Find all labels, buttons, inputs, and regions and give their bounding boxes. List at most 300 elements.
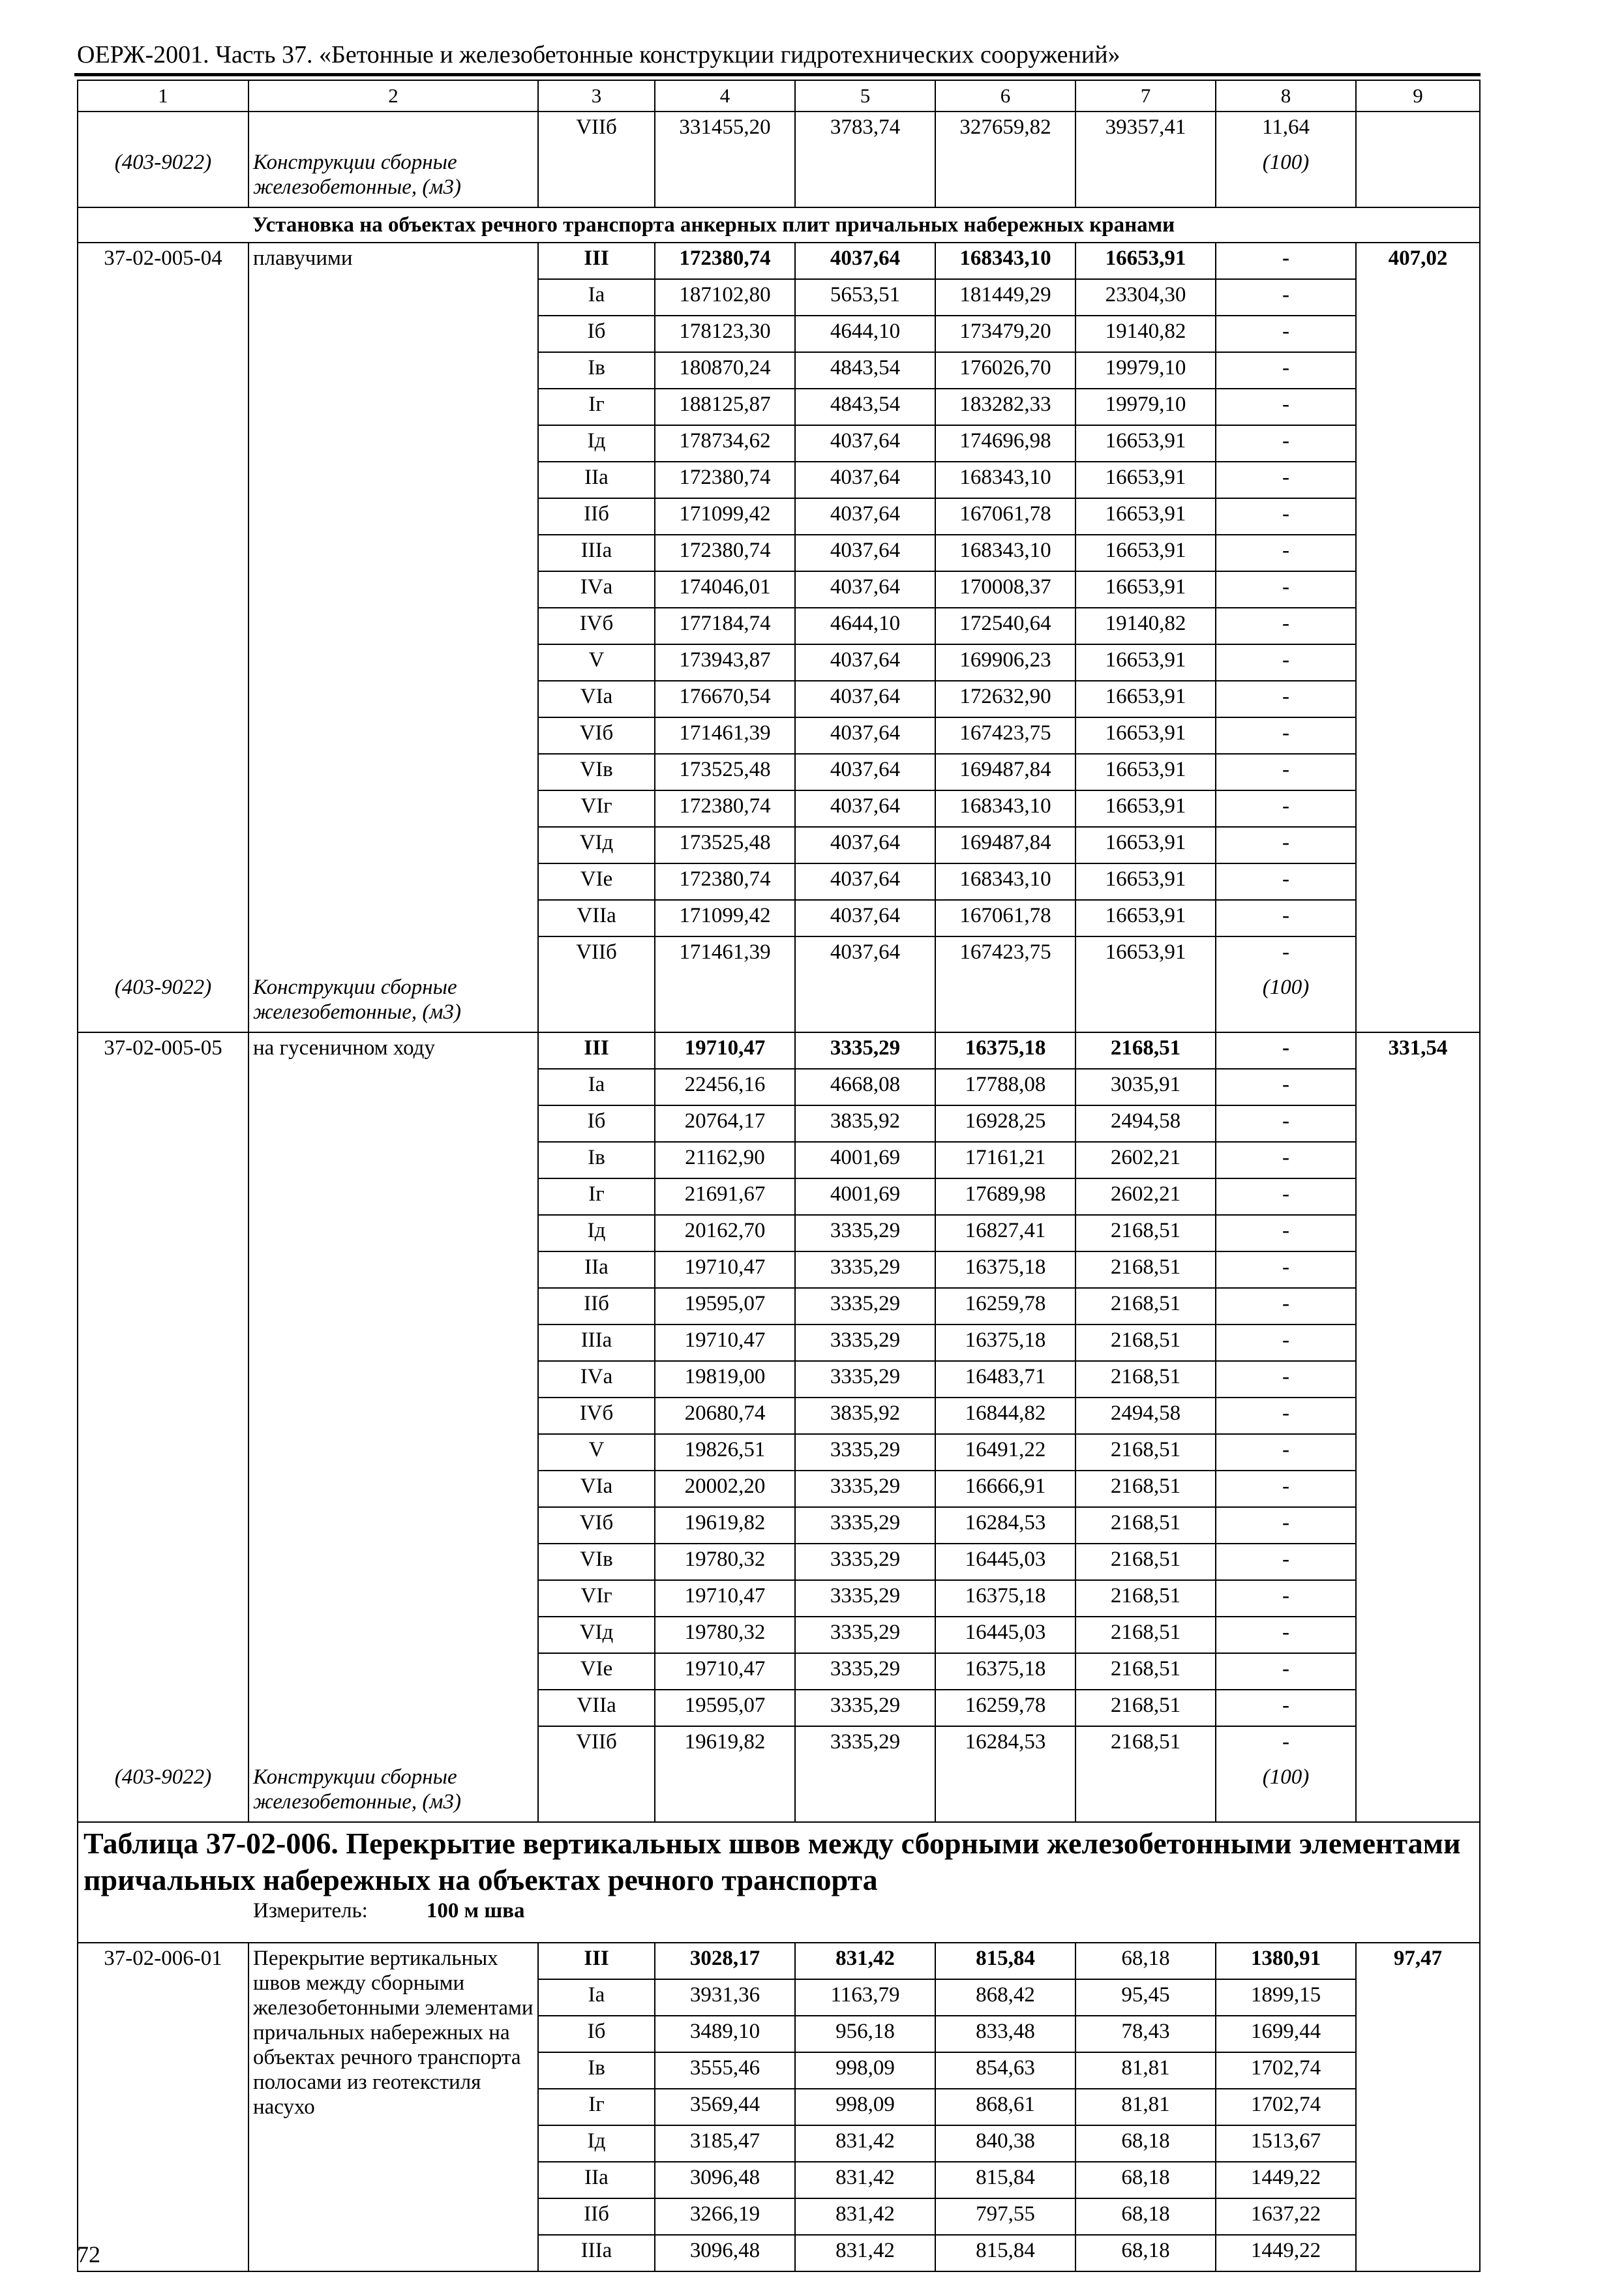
zone-cell: Iд	[538, 1215, 655, 1251]
value-cell: -	[1216, 425, 1356, 462]
zone-cell: VIг	[538, 1580, 655, 1617]
empty-cell	[655, 972, 795, 1032]
value-cell: 171461,39	[655, 936, 795, 972]
zone-cell: VIб	[538, 717, 655, 754]
empty-cell	[1356, 147, 1480, 207]
value-cell: 16375,18	[935, 1580, 1075, 1617]
value-cell: 16653,91	[1075, 425, 1216, 462]
value-cell: 16653,91	[1075, 644, 1216, 681]
value-cell: 1702,74	[1216, 2089, 1356, 2125]
value-cell: 16653,91	[1075, 535, 1216, 571]
carryover-row	[78, 112, 1480, 147]
value-cell: -	[1216, 790, 1356, 827]
zone-cell: Iб	[538, 2016, 655, 2052]
resource-qty-text: (100)	[1262, 976, 1310, 999]
value-cell: 1449,22	[1216, 2235, 1356, 2271]
page-number: 72	[77, 2241, 100, 2267]
value-cell: 4644,10	[795, 316, 935, 352]
value-cell: 3489,10	[655, 2016, 795, 2052]
zone-cell: Iв	[538, 352, 655, 389]
resource-code	[78, 147, 248, 207]
value-cell: 21162,90	[655, 1142, 795, 1178]
rates-table	[77, 80, 1481, 2272]
value-cell: 174046,01	[655, 571, 795, 608]
value-cell: 20162,70	[655, 1215, 795, 1251]
value-cell: 19979,10	[1075, 352, 1216, 389]
value-cell: 19979,10	[1075, 389, 1216, 425]
value-cell: 2168,51	[1075, 1544, 1216, 1580]
empty-cell	[1075, 147, 1216, 207]
value-cell: 172380,74	[655, 790, 795, 827]
value-cell: -	[1216, 1215, 1356, 1251]
resource-code-text: (403-9022)	[114, 151, 212, 174]
zone-cell: VIв	[538, 754, 655, 790]
value-cell: 3335,29	[795, 1251, 935, 1288]
value-cell: 173479,20	[935, 316, 1075, 352]
value-cell: 3096,48	[655, 2235, 795, 2271]
zone-cell: Iд	[538, 2125, 655, 2162]
value-cell: 2168,51	[1075, 1032, 1216, 1069]
column-number: 8	[1216, 80, 1356, 112]
value-cell: 187102,80	[655, 279, 795, 316]
value-cell: 39357,41	[1075, 112, 1216, 147]
value-cell: -	[1216, 936, 1356, 972]
column-number-row	[78, 80, 1480, 112]
value-cell: -	[1216, 1544, 1356, 1580]
value-cell: 3931,36	[655, 1979, 795, 2016]
zone-cell: IVа	[538, 571, 655, 608]
value-cell: 3028,17	[655, 1943, 795, 1979]
resource-code	[78, 1762, 248, 1822]
value-cell: 176026,70	[935, 352, 1075, 389]
value-cell: -	[1216, 608, 1356, 644]
value-cell: -	[1216, 1507, 1356, 1544]
zone-cell: Iа	[538, 1979, 655, 2016]
value-cell: 2168,51	[1075, 1361, 1216, 1398]
zone-cell: Iа	[538, 279, 655, 316]
value-cell: -	[1216, 900, 1356, 936]
rate-name: Перекрытие вертикальных швов между сборными железобетонными элементами причальных набережных на объектах речного транспорта полосами из геотекстиля насухо	[248, 1943, 538, 2271]
resource-qty	[1216, 972, 1356, 1032]
value-cell: 19595,07	[655, 1288, 795, 1324]
value-cell: 17788,08	[935, 1069, 1075, 1105]
value-cell: 2168,51	[1075, 1434, 1216, 1471]
value-cell: -	[1216, 571, 1356, 608]
resource-name	[248, 147, 538, 207]
value-cell: 3783,74	[795, 112, 935, 147]
value-cell: 171461,39	[655, 717, 795, 754]
value-cell: -	[1216, 389, 1356, 425]
zone-cell: IIIа	[538, 2235, 655, 2271]
value-cell: 172540,64	[935, 608, 1075, 644]
value-cell: 167061,78	[935, 498, 1075, 535]
value-cell: 168343,10	[935, 462, 1075, 498]
value-cell: 998,09	[795, 2052, 935, 2089]
value-cell: 20764,17	[655, 1105, 795, 1142]
empty-cell	[1075, 1762, 1216, 1822]
value-cell: 4037,64	[795, 790, 935, 827]
zone-cell: Iд	[538, 425, 655, 462]
value-cell: 68,18	[1075, 2198, 1216, 2235]
empty-cell	[78, 112, 248, 147]
value-cell: 168343,10	[935, 790, 1075, 827]
value-cell: 2168,51	[1075, 1215, 1216, 1251]
value-cell: -	[1216, 1178, 1356, 1215]
value-cell: 3335,29	[795, 1032, 935, 1069]
value-cell: 169906,23	[935, 644, 1075, 681]
resource-code-text: (403-9022)	[114, 976, 212, 999]
value-cell: 4037,64	[795, 425, 935, 462]
value-cell: 16284,53	[935, 1507, 1075, 1544]
empty-cell	[935, 1762, 1075, 1822]
zone-cell: Iг	[538, 1178, 655, 1215]
empty-cell	[538, 1762, 655, 1822]
value-cell: 177184,74	[655, 608, 795, 644]
value-cell: 4037,64	[795, 644, 935, 681]
value-cell: 998,09	[795, 2089, 935, 2125]
value-cell: 1637,22	[1216, 2198, 1356, 2235]
zone-cell: VIе	[538, 1653, 655, 1690]
value-cell: 172632,90	[935, 681, 1075, 717]
value-cell: 1380,91	[1216, 1943, 1356, 1979]
value-cell: 868,61	[935, 2089, 1075, 2125]
value-cell: -	[1216, 279, 1356, 316]
value-cell: 183282,33	[935, 389, 1075, 425]
rate-code: 37-02-006-01	[78, 1943, 248, 2271]
value-cell: 16259,78	[935, 1288, 1075, 1324]
value-cell: 19710,47	[655, 1251, 795, 1288]
value-cell: -	[1216, 1398, 1356, 1434]
value-cell: 831,42	[795, 2125, 935, 2162]
measure-value: 100 м шва	[426, 1899, 525, 1922]
value-cell: 16375,18	[935, 1032, 1075, 1069]
zone-cell: VIа	[538, 1471, 655, 1507]
value-cell: 815,84	[935, 2162, 1075, 2198]
value-cell: 3096,48	[655, 2162, 795, 2198]
value-cell: 16653,91	[1075, 900, 1216, 936]
resource-qty-text: (100)	[1262, 151, 1310, 174]
value-cell: 3335,29	[795, 1580, 935, 1617]
value-cell: 4037,64	[795, 498, 935, 535]
value-cell: 16375,18	[935, 1251, 1075, 1288]
value-cell: 3835,92	[795, 1398, 935, 1434]
rate-code: 37-02-005-05	[78, 1032, 248, 1762]
value-cell: -	[1216, 1032, 1356, 1069]
value-cell: 2168,51	[1075, 1324, 1216, 1361]
value-cell: -	[1216, 1690, 1356, 1726]
value-cell: 81,81	[1075, 2052, 1216, 2089]
zone-cell: Iв	[538, 1142, 655, 1178]
value-cell: 16375,18	[935, 1324, 1075, 1361]
col9-value: 97,47	[1356, 1943, 1480, 2271]
value-cell: 815,84	[935, 1943, 1075, 1979]
value-cell: 16653,91	[1075, 498, 1216, 535]
empty-cell	[78, 207, 248, 243]
zone-cell: V	[538, 644, 655, 681]
zone-cell: IIа	[538, 462, 655, 498]
value-cell: -	[1216, 1251, 1356, 1288]
zone-cell: Iг	[538, 2089, 655, 2125]
value-cell: 168343,10	[935, 535, 1075, 571]
header-rule	[74, 73, 1481, 76]
column-number: 6	[935, 80, 1075, 112]
value-cell: 68,18	[1075, 1943, 1216, 1979]
value-cell: 19780,32	[655, 1544, 795, 1580]
value-cell: 19780,32	[655, 1617, 795, 1653]
value-cell: 167061,78	[935, 900, 1075, 936]
value-cell: 81,81	[1075, 2089, 1216, 2125]
value-cell: 16653,91	[1075, 717, 1216, 754]
table-row	[78, 1032, 1480, 1069]
value-cell: 167423,75	[935, 717, 1075, 754]
zone-cell: VIв	[538, 1544, 655, 1580]
value-cell: -	[1216, 1653, 1356, 1690]
value-cell: 167423,75	[935, 936, 1075, 972]
value-cell: 3335,29	[795, 1507, 935, 1544]
empty-cell	[655, 147, 795, 207]
value-cell: 16653,91	[1075, 936, 1216, 972]
value-cell: 4843,54	[795, 352, 935, 389]
value-cell: 16653,91	[1075, 827, 1216, 863]
value-cell: 4843,54	[795, 389, 935, 425]
value-cell: 3335,29	[795, 1653, 935, 1690]
value-cell: 23304,30	[1075, 279, 1216, 316]
value-cell: 1513,67	[1216, 2125, 1356, 2162]
zone-cell: VIIб	[538, 936, 655, 972]
value-cell: 831,42	[795, 2235, 935, 2271]
value-cell: 4037,64	[795, 462, 935, 498]
zone-cell: Iв	[538, 2052, 655, 2089]
value-cell: 16653,91	[1075, 462, 1216, 498]
value-cell: 169487,84	[935, 754, 1075, 790]
value-cell: 178123,30	[655, 316, 795, 352]
value-cell: 815,84	[935, 2235, 1075, 2271]
zone-cell: VIд	[538, 827, 655, 863]
value-cell: -	[1216, 863, 1356, 900]
value-cell: 20680,74	[655, 1398, 795, 1434]
value-cell: 19619,82	[655, 1726, 795, 1762]
zone-cell: III	[538, 243, 655, 279]
value-cell: 16445,03	[935, 1544, 1075, 1580]
value-cell: -	[1216, 462, 1356, 498]
value-cell: -	[1216, 316, 1356, 352]
col9-value: 331,54	[1356, 1032, 1480, 1822]
value-cell: -	[1216, 1580, 1356, 1617]
zone-cell: IVа	[538, 1361, 655, 1398]
zone-cell: VIд	[538, 1617, 655, 1653]
value-cell: 68,18	[1075, 2162, 1216, 2198]
value-cell: 2168,51	[1075, 1507, 1216, 1544]
value-cell: 4037,64	[795, 571, 935, 608]
value-cell: 3335,29	[795, 1288, 935, 1324]
value-cell: 797,55	[935, 2198, 1075, 2235]
value-cell: 4037,64	[795, 827, 935, 863]
resource-name-text: Конструкции сборные железобетонные, (м3)	[253, 976, 461, 1024]
value-cell: 22456,16	[655, 1069, 795, 1105]
value-cell: 3335,29	[795, 1361, 935, 1398]
value-cell: 16666,91	[935, 1471, 1075, 1507]
value-cell: 2168,51	[1075, 1288, 1216, 1324]
value-cell: 3335,29	[795, 1215, 935, 1251]
value-cell: 19819,00	[655, 1361, 795, 1398]
table-title-cell	[78, 1822, 1480, 1943]
resource-code	[78, 972, 248, 1032]
value-cell: 19710,47	[655, 1653, 795, 1690]
value-cell: 16827,41	[935, 1215, 1075, 1251]
resource-name-text: Конструкции сборные железобетонные, (м3)	[253, 151, 461, 199]
value-cell: -	[1216, 1434, 1356, 1471]
value-cell: 172380,74	[655, 243, 795, 279]
value-cell: 1699,44	[1216, 2016, 1356, 2052]
zone-cell: VIб	[538, 1507, 655, 1544]
value-cell: 854,63	[935, 2052, 1075, 2089]
value-cell: 176670,54	[655, 681, 795, 717]
resource-qty-text: (100)	[1262, 1765, 1310, 1789]
value-cell: 171099,42	[655, 900, 795, 936]
value-cell: 3035,91	[1075, 1069, 1216, 1105]
value-cell: 178734,62	[655, 425, 795, 462]
value-cell: 4668,08	[795, 1069, 935, 1105]
value-cell: 4001,69	[795, 1142, 935, 1178]
zone-cell: IIб	[538, 2198, 655, 2235]
value-cell: -	[1216, 1142, 1356, 1178]
running-head: ОЕРЖ-2001. Часть 37. «Бетонные и железобетонные конструкции гидротехнических сооружений»	[77, 41, 1120, 68]
value-cell: 956,18	[795, 2016, 935, 2052]
value-cell: 327659,82	[935, 112, 1075, 147]
value-cell: -	[1216, 243, 1356, 279]
zone-cell: VIIб	[538, 112, 655, 147]
resource-footer-row	[78, 1762, 1480, 1822]
value-cell: 3335,29	[795, 1617, 935, 1653]
value-cell: 174696,98	[935, 425, 1075, 462]
value-cell: 16653,91	[1075, 863, 1216, 900]
value-cell: 2168,51	[1075, 1617, 1216, 1653]
column-number: 1	[78, 80, 248, 112]
value-cell: 17689,98	[935, 1178, 1075, 1215]
value-cell: 172380,74	[655, 863, 795, 900]
value-cell: 16653,91	[1075, 681, 1216, 717]
zone-cell: Iб	[538, 1105, 655, 1142]
value-cell: 181449,29	[935, 279, 1075, 316]
rate-name: плавучими	[248, 243, 538, 972]
value-cell: 173525,48	[655, 827, 795, 863]
value-cell: 1899,15	[1216, 1979, 1356, 2016]
value-cell: 16653,91	[1075, 754, 1216, 790]
value-cell: -	[1216, 681, 1356, 717]
zone-cell: IVб	[538, 608, 655, 644]
rate-code: 37-02-005-04	[78, 243, 248, 972]
value-cell: 95,45	[1075, 1979, 1216, 2016]
value-cell: 16653,91	[1075, 571, 1216, 608]
value-cell: 2494,58	[1075, 1105, 1216, 1142]
value-cell: -	[1216, 498, 1356, 535]
value-cell: -	[1216, 535, 1356, 571]
value-cell: 78,43	[1075, 2016, 1216, 2052]
value-cell: 16928,25	[935, 1105, 1075, 1142]
value-cell: 3569,44	[655, 2089, 795, 2125]
value-cell: 173943,87	[655, 644, 795, 681]
value-cell: 173525,48	[655, 754, 795, 790]
column-number: 2	[248, 80, 538, 112]
column-number: 4	[655, 80, 795, 112]
zone-cell: VIг	[538, 790, 655, 827]
value-cell: 20002,20	[655, 1471, 795, 1507]
zone-cell: VIа	[538, 681, 655, 717]
empty-cell	[795, 972, 935, 1032]
value-cell: 16375,18	[935, 1653, 1075, 1690]
section-heading-row	[78, 207, 1480, 243]
value-cell: 3335,29	[795, 1471, 935, 1507]
zone-cell: IIб	[538, 498, 655, 535]
value-cell: 68,18	[1075, 2235, 1216, 2271]
table-title-row	[78, 1822, 1480, 1943]
empty-cell	[1356, 112, 1480, 147]
value-cell: 3335,29	[795, 1434, 935, 1471]
col9-value: 407,02	[1356, 243, 1480, 1032]
value-cell: 4001,69	[795, 1178, 935, 1215]
value-cell: -	[1216, 1361, 1356, 1398]
zone-cell: III	[538, 1032, 655, 1069]
table-row	[78, 243, 1480, 279]
value-cell: 833,48	[935, 2016, 1075, 2052]
value-cell: 4037,64	[795, 900, 935, 936]
value-cell: 831,42	[795, 2162, 935, 2198]
value-cell: 16483,71	[935, 1361, 1075, 1398]
table-row	[78, 1943, 1480, 1979]
value-cell: 172380,74	[655, 535, 795, 571]
column-number: 3	[538, 80, 655, 112]
value-cell: 3335,29	[795, 1544, 935, 1580]
resource-footer-row	[78, 972, 1480, 1032]
zone-cell: IIIа	[538, 535, 655, 571]
value-cell: 16844,82	[935, 1398, 1075, 1434]
resource-qty	[1216, 1762, 1356, 1822]
value-cell: 3266,19	[655, 2198, 795, 2235]
value-cell: 172380,74	[655, 462, 795, 498]
value-cell: 1449,22	[1216, 2162, 1356, 2198]
value-cell: 331455,20	[655, 112, 795, 147]
value-cell: -	[1216, 1471, 1356, 1507]
column-number: 7	[1075, 80, 1216, 112]
value-cell: -	[1216, 352, 1356, 389]
value-cell: 831,42	[795, 2198, 935, 2235]
value-cell: -	[1216, 1617, 1356, 1653]
value-cell: 2168,51	[1075, 1251, 1216, 1288]
value-cell: 168343,10	[935, 863, 1075, 900]
value-cell: 11,64	[1216, 112, 1356, 147]
value-cell: 4037,64	[795, 243, 935, 279]
value-cell: 2168,51	[1075, 1726, 1216, 1762]
value-cell: 1163,79	[795, 1979, 935, 2016]
value-cell: 168343,10	[935, 243, 1075, 279]
zone-cell: V	[538, 1434, 655, 1471]
value-cell: 831,42	[795, 1943, 935, 1979]
zone-cell: III	[538, 1943, 655, 1979]
value-cell: -	[1216, 717, 1356, 754]
empty-cell	[538, 972, 655, 1032]
zone-cell: VIIа	[538, 900, 655, 936]
zone-cell: Iг	[538, 389, 655, 425]
empty-cell	[538, 147, 655, 207]
value-cell: 3185,47	[655, 2125, 795, 2162]
value-cell: 2494,58	[1075, 1398, 1216, 1434]
empty-cell	[795, 147, 935, 207]
value-cell: 4037,64	[795, 863, 935, 900]
value-cell: 19710,47	[655, 1580, 795, 1617]
value-cell: 4037,64	[795, 717, 935, 754]
value-cell: 19140,82	[1075, 316, 1216, 352]
value-cell: 19710,47	[655, 1032, 795, 1069]
